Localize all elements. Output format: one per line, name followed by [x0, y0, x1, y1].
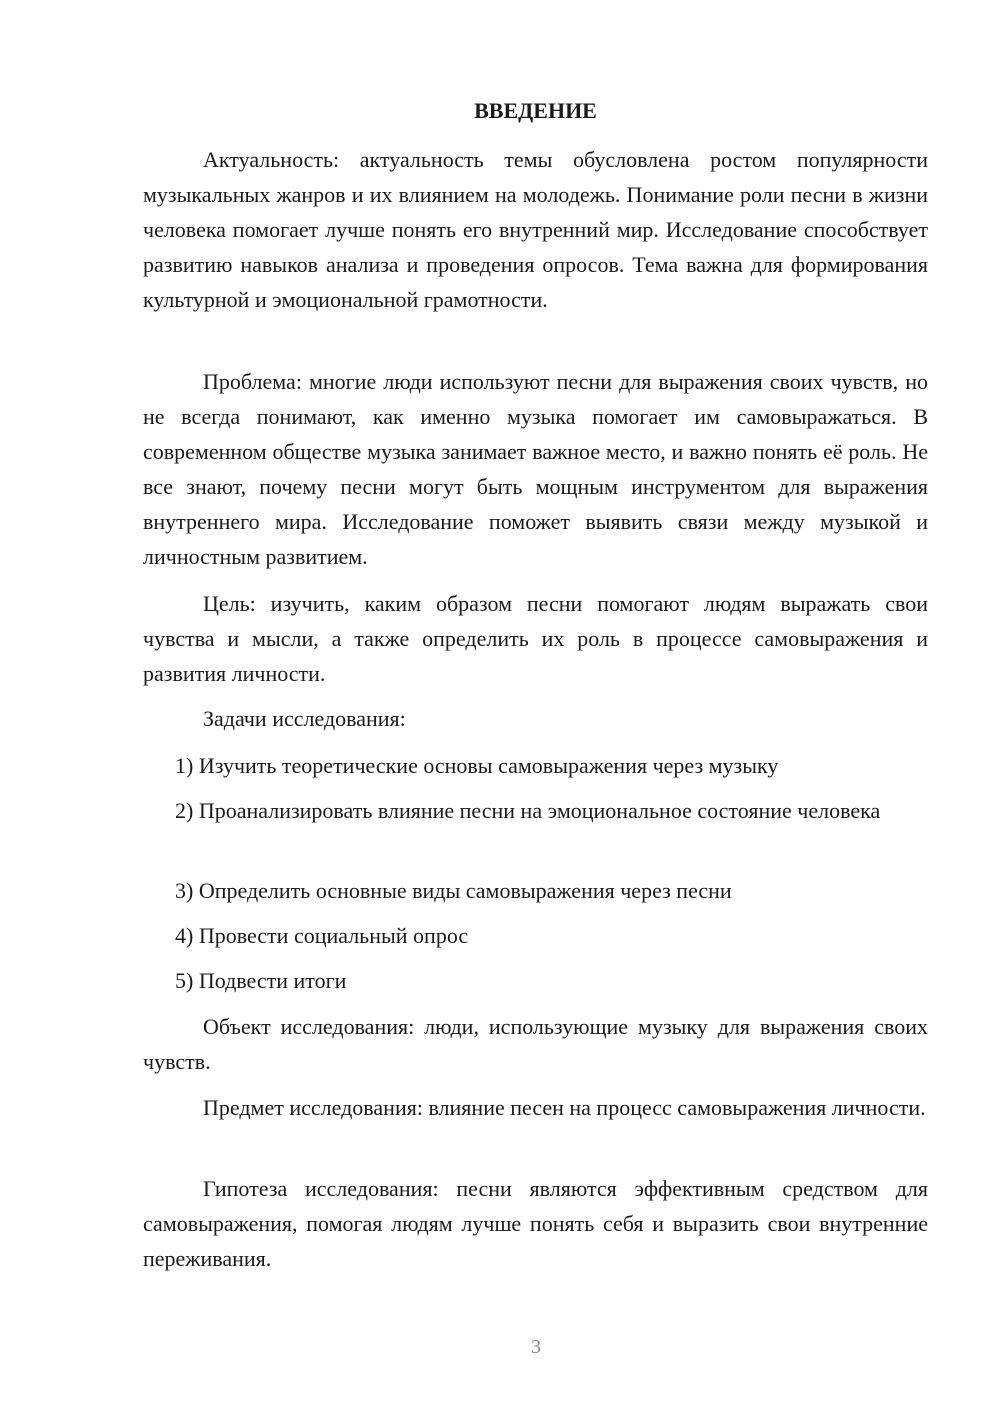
problem-paragraph: Проблема: многие люди используют песни для выражения своих чувств, но не всегда понимают, как именно музыка помогает им самовыражаться. В современном обществе музыка занимает важное место, и важно понять её роль. Не все знают, почему песни могут быть мощным инструментом для выражения внутреннего мира. Исследование поможет выявить связи между музыкой и личностным развитием. [143, 369, 928, 569]
task-item-2: 2) Проанализировать влияние песни на эмоциональное состояние человека [175, 798, 881, 823]
object-paragraph: Объект исследования: люди, использующие музыку для выражения своих чувств. [143, 1014, 928, 1074]
task-item-3: 3) Определить основные виды самовыражения через песни [175, 878, 732, 903]
task-item-4: 4) Провести социальный опрос [175, 923, 469, 948]
section-title: ВВЕДЕНИЕ [474, 98, 597, 123]
tasks-heading: Задачи исследования: [203, 706, 406, 731]
subject-paragraph: Предмет исследования: влияние песен на процесс самовыражения личности. [203, 1095, 926, 1120]
task-item-5: 5) Подвести итоги [175, 968, 347, 993]
hypothesis-paragraph: Гипотеза исследования: песни являются эффективным средством для самовыражения, помогая людям лучше понять себя и выразить свои внутренние переживания. [143, 1176, 928, 1271]
task-item-1: 1) Изучить теоретические основы самовыражения через музыку [175, 753, 779, 778]
relevance-paragraph: Актуальность: актуальность темы обусловлена ростом популярности музыкальных жанров и их влиянием на молодежь. Понимание роли песни в жизни человека помогает лучше понять его внутренний мир. Исследование способствует развитию навыков анализа и проведения опросов. Тема важна для формирования культурной и эмоциональной грамотности. [143, 147, 928, 312]
goal-paragraph: Цель: изучить, каким образом песни помогают людям выражать свои чувства и мысли, а также определить их роль в процессе самовыражения и развития личности. [143, 591, 928, 686]
page-number: 3 [531, 1336, 541, 1358]
